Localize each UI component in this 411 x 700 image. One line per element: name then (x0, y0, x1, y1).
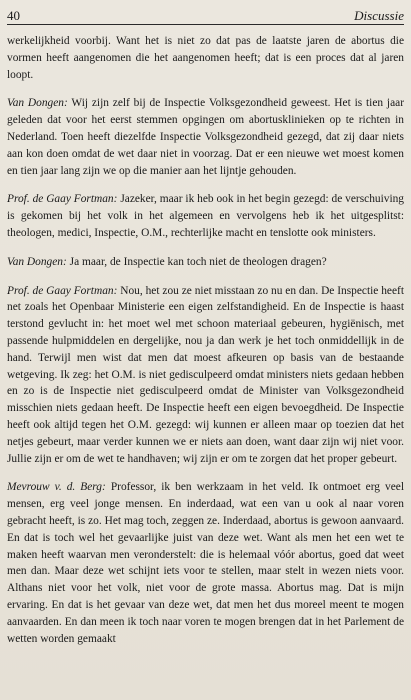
speaker-name: Van Dongen: (7, 255, 67, 268)
paragraph (7, 254, 404, 271)
speaker-name: Prof. de Gaay Fortman: (7, 284, 118, 297)
page-number: 40 (7, 8, 20, 23)
paragraph (7, 283, 404, 468)
paragraph (7, 33, 404, 83)
paragraph-text: Jazeker, maar ik heb ook in het begin gezegd: de verschuiving is gekomen bij het volk in het algemeen en vervolgens heb ik het uitgesplitst: theologen, medici, Inspectie, O.M., rechterlijke macht en tenslotte ook ministers. (7, 193, 404, 239)
page-header (7, 4, 404, 25)
speaker-name: Prof. de Gaay Fortman: (7, 193, 118, 206)
body-text (7, 33, 404, 647)
running-head: Discussie (354, 8, 404, 23)
paragraph (7, 479, 404, 647)
paragraph-text: Ja maar, de Inspectie kan toch niet de theologen dragen? (66, 255, 327, 268)
speaker-name: Van Dongen: (7, 97, 68, 110)
paragraph (7, 95, 404, 179)
speaker-name: Mevrouw v. d. Berg: (7, 481, 106, 494)
paragraph-text: werkelijkheid voorbij. Want het is niet zo dat pas de laatste jaren de abortus die vormen heeft aangenomen die het aangenomen heeft; dat is een proces dat al jaren loopt. (7, 35, 404, 81)
paragraph (7, 191, 404, 241)
paragraph-text: Nou, het zou ze niet misstaan zo nu en dan. De Inspectie heeft net zoals het Openbaar Ministerie een eigen zelfstandigheid. En de Inspectie is haast terstond gevlucht in: het moet wel met schoon materiaal gebeuren, hygiënisch, met passende hulpmiddelen en dergelijke, nou ja dan werk je het toch onmiddellijk in de hand. Terwijl men wist dat men dat moest afkeuren op basis van de bestaande wetgeving. Ik zeg: het O.M. is niet gedisculpeerd omdat ministers niets gedaan hebben en zo is de Inspectie niet gedisculpeerd omdat de Minister van Volksgezondheid misschien niets gedaan heeft. De Inspectie heeft een eigen bevoegdheid. De Inspectie heeft ook altijd tegen het O.M. gezegd: wij kunnen er alleen maar op toezien dat het netjes gebeurt, maar verder kunnen we er niets aan doen, want daar zijn wij niet voor. Jullie zijn er om de wet te handhaven; wij zijn er om te zorgen dat het proper gebeurt. (7, 284, 404, 465)
paragraph-text: Wij zijn zelf bij de Inspectie Volksgezondheid geweest. Het is tien jaar geleden dat voor het eerst stemmen opgingen om abortusklinieken op te richten in Nederland. Toen heeft diezelfde Inspectie Volksgezondheid gezegd, dat zij daar niets aan kon doen omdat de wet daar niet in voorzag. Dat er een nieuwe wet moest komen en tien jaar lang zijn we op die manier aan het lijntje gehouden. (7, 97, 404, 177)
paragraph-text: Professor, ik ben werkzaam in het veld. Ik ontmoet erg veel mensen, erg veel jonge mensen. En inderdaad, wat een van u ook al naar voren gebracht heeft, is zo. Het mag toch, zeggen ze. Inderdaad, abortus is gewoon aanvaard. En dat is toch wel het gevaarlijke juist van deze wet. Want als men het een wet te maken heeft waarvan men veronderstelt: die is helemaal vóór abortus, goed dat weet men dan. Maar deze wet schijnt iets voor te stellen, maar stelt in wezen niets voor. Althans niet voor het volk, niet voor de grote massa. Abortus mag. Dat is mijn ervaring. En dat is het gevaar van deze wet, dat men het dus moreel meent te mogen aanvaarden. En dan meen ik toch naar voren te mogen brengen dat in het Parlement de wetten worden gemaakt (7, 481, 404, 645)
